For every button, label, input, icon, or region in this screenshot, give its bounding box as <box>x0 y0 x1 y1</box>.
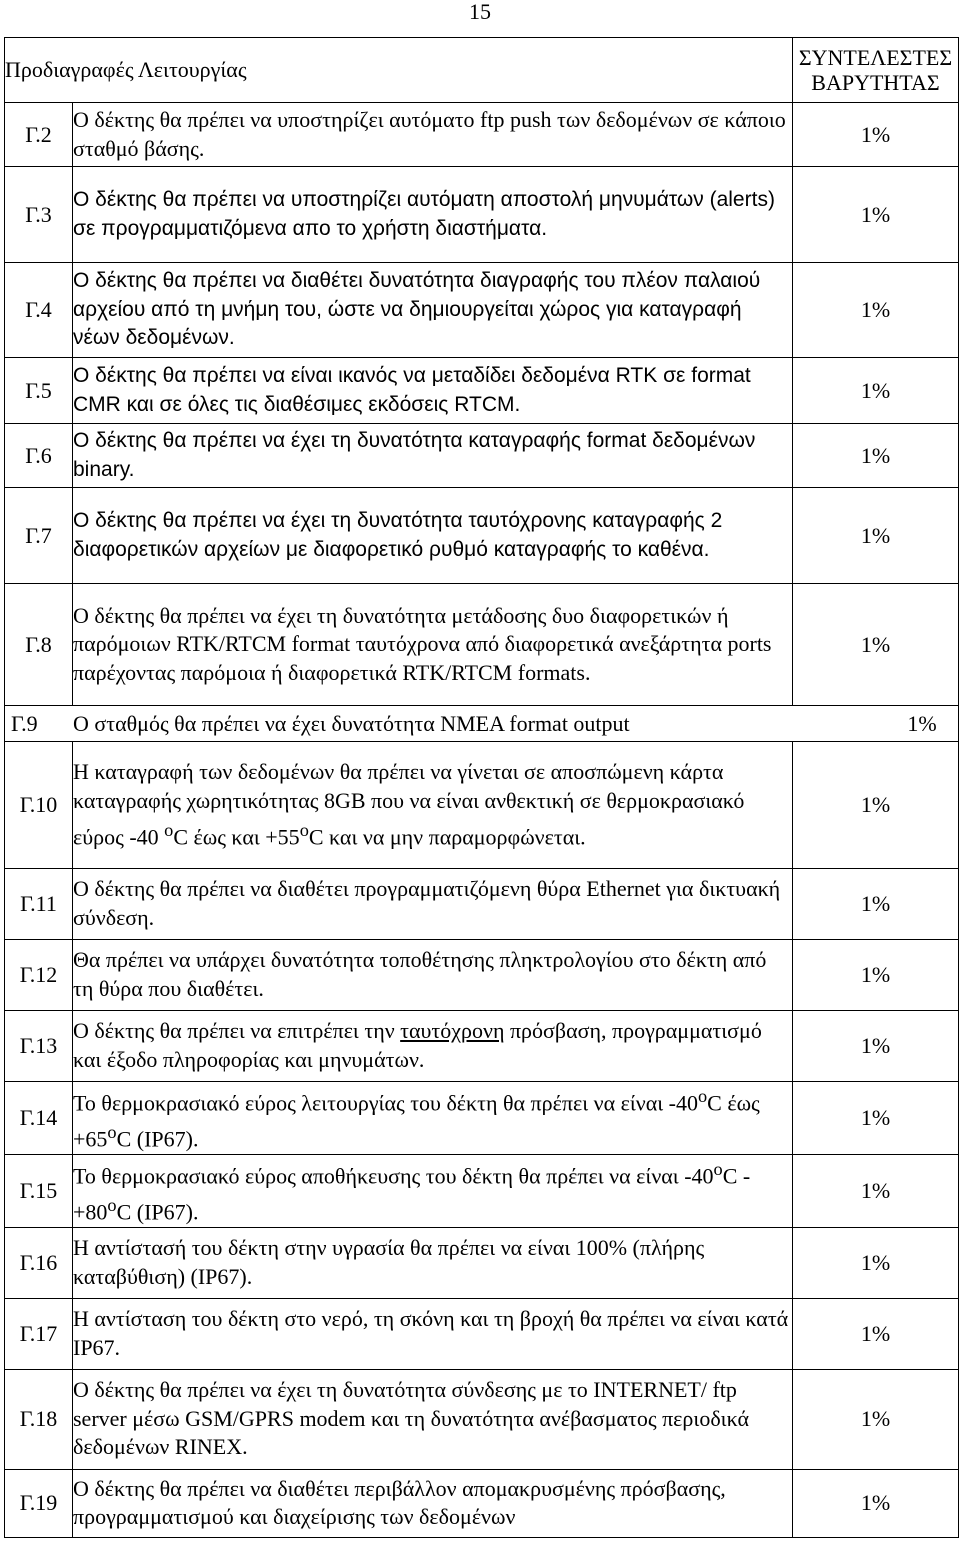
row-description: Ο δέκτης θα πρέπει να είναι ικανός να μεταδίδει δεδομένα RTK σε format CMR και σε όλες τις διαθέσιμες εκδόσεις RTCM. <box>73 358 793 424</box>
row-weight: 1% <box>793 1369 959 1469</box>
row-description: Ο δέκτης θα πρέπει να διαθέτει περιβάλλον απομακρυσμένης πρόσβασης, προγραμματισμού και διαχείρισης των δεδομένων <box>73 1469 793 1537</box>
row-weight: 1% <box>793 488 959 584</box>
row-weight: 1% <box>907 710 937 736</box>
table-row <box>5 1298 959 1369</box>
row-description: Ο δέκτης θα πρέπει να έχει τη δυνατότητα ταυτόχρονης καταγραφής 2 διαφορετικών αρχείων με διαφορετικό ρυθμό καταγραφής το καθένα. <box>73 488 793 584</box>
table-row <box>5 1227 959 1298</box>
table-row <box>5 1369 959 1469</box>
row-weight: 1% <box>793 424 959 488</box>
row-description: Η καταγραφή των δεδομένων θα πρέπει να γίνεται σε αποσπώμενη κάρτα καταγραφής χωρητικότητας 8GB που να είναι ανθεκτική σε θερμοκρασιακό εύρος -40 $^o$C έως $\kappa\alpha\iota +55^oC$ και να μην παραμορφώνεται. <box>73 742 793 869</box>
row-description: Ο δέκτης θα πρέπει να υποστηρίζει αυτόματο ftp push των δεδομένων σε κάποιο σταθμό βάσης. <box>73 103 793 167</box>
row-code: Γ.10 <box>5 742 73 869</box>
row-code: Γ.3 <box>5 167 73 263</box>
row-description: Το θερμοκρασιακό εύρος αποθήκευσης του δέκτη θα πρέπει να είναι $-40^oC - +80^oC$ (IP67). <box>73 1154 793 1227</box>
row-weight: 1% <box>793 103 959 167</box>
row-weight: 1% <box>793 1469 959 1537</box>
table-row <box>5 424 959 488</box>
row-weight: 1% <box>793 584 959 706</box>
row-code: Γ.5 <box>5 358 73 424</box>
row-weight: 1% <box>793 1298 959 1369</box>
table-header-row <box>5 38 959 103</box>
table-row <box>5 869 959 940</box>
table-row <box>5 488 959 584</box>
row-description: Το θερμοκρασιακό εύρος λειτουργίας του δέκτη θα πρέπει να είναι -40$^o$C $έ\omega\varsigma +65^oC$ (IP67). <box>73 1082 793 1155</box>
table-row <box>5 1082 959 1155</box>
table-row <box>5 940 959 1011</box>
table-row <box>5 358 959 424</box>
row-weight: 1% <box>793 1227 959 1298</box>
row-weight: 1% <box>793 869 959 940</box>
row-weight: 1% <box>793 742 959 869</box>
row-weight: 1% <box>793 263 959 358</box>
table-row <box>5 1469 959 1537</box>
row-description: Ο δέκτης θα πρέπει να διαθέτει δυνατότητα διαγραφής του πλέον παλαιού αρχείου από τη μνήμη του, ώστε να δημιουργείται χώρος για καταγραφή νέων δεδομένων. <box>73 263 793 358</box>
row-code: Γ.14 <box>5 1082 73 1155</box>
row-description: Ο δέκτης θα πρέπει να έχει τη δυνατότητα καταγραφής format δεδομένων binary. <box>73 424 793 488</box>
row-description: Ο δέκτης θα πρέπει να έχει τη δυνατότητα σύνδεσης με το INTERNET/ ftp server μέσω GSM/GPRS modem και τη δυνατότητα ανέβασματος περιοδικά δεδομένων RINEX. <box>73 1369 793 1469</box>
table-row <box>5 584 959 706</box>
row-code: Γ.18 <box>5 1369 73 1469</box>
table-row <box>5 103 959 167</box>
row-weight: 1% <box>793 167 959 263</box>
weight-header-line1: ΣΥΝΤΕΛΕΣΤΕΣ <box>798 45 953 70</box>
row-weight: 1% <box>793 1154 959 1227</box>
row-description: Ο δέκτης θα πρέπει να επιτρέπει την ταυτόχρονη πρόσβαση, προγραμματισμό και έξοδο πληροφορίας και μηνυμάτων. <box>73 1011 793 1082</box>
table-row <box>5 263 959 358</box>
row-code: Γ.13 <box>5 1011 73 1082</box>
row-description: Θα πρέπει να υπάρχει δυνατότητα τοποθέτησης πληκτρολογίου στο δέκτη από τη θύρα που διαθέτει. <box>73 940 793 1011</box>
table-row <box>5 1154 959 1227</box>
row-description: Ο δέκτης θα πρέπει να έχει τη δυνατότητα μετάδοσης δυο διαφορετικών ή παρόμοιων RTK/RTCM format ταυτόχρονα από διαφορετικά ανεξάρτητα ports παρέχοντας παρόμοια ή διαφορετικά RTK/RTCM formats. <box>73 584 793 706</box>
weight-column-header <box>793 38 959 103</box>
table-row <box>5 742 959 869</box>
row-code: Γ.16 <box>5 1227 73 1298</box>
table-row <box>5 706 959 742</box>
row-weight: 1% <box>793 1011 959 1082</box>
row-code: Γ.15 <box>5 1154 73 1227</box>
row-code: Γ.9 <box>11 710 38 736</box>
table-title: Προδιαγραφές Λειτουργίας <box>5 38 793 103</box>
specifications-table <box>4 37 959 1538</box>
row-weight: 1% <box>793 358 959 424</box>
row-weight: 1% <box>793 940 959 1011</box>
row-code: Γ.17 <box>5 1298 73 1369</box>
row-code: Γ.19 <box>5 1469 73 1537</box>
row-code: Γ.11 <box>5 869 73 940</box>
row-weight: 1% <box>793 1082 959 1155</box>
row-description: Ο σταθμός θα πρέπει να έχει δυνατότητα NMEA format output <box>73 710 630 736</box>
row-code: Γ.6 <box>5 424 73 488</box>
row-code: Γ.2 <box>5 103 73 167</box>
table-row <box>5 1011 959 1082</box>
row-description: Η αντίστασή του δέκτη στην υγρασία θα πρέπει να είναι 100% (πλήρης καταβύθιση) (IP67). <box>73 1227 793 1298</box>
row-code: Γ.8 <box>5 584 73 706</box>
row-description: Ο δέκτης θα πρέπει να διαθέτει προγραμματιζόμενη θύρα Ethernet για δικτυακή σύνδεση. <box>73 869 793 940</box>
row-code: Γ.4 <box>5 263 73 358</box>
row-code: Γ.12 <box>5 940 73 1011</box>
row-description: Η αντίσταση του δέκτη στο νερό, τη σκόνη και τη βροχή θα πρέπει να είναι κατά IP67. <box>73 1298 793 1369</box>
table-row <box>5 167 959 263</box>
page-number: 15 <box>469 0 491 24</box>
row-description: Ο δέκτης θα πρέπει να υποστηρίζει αυτόματη αποστολή μηνυμάτων (alerts) σε προγραμματιζόμενα απο το χρήστη διαστήματα. <box>73 167 793 263</box>
row-code: Γ.7 <box>5 488 73 584</box>
row-g9 <box>5 706 959 742</box>
weight-header-line2: ΒΑΡΥΤΗΤΑΣ <box>811 70 940 95</box>
